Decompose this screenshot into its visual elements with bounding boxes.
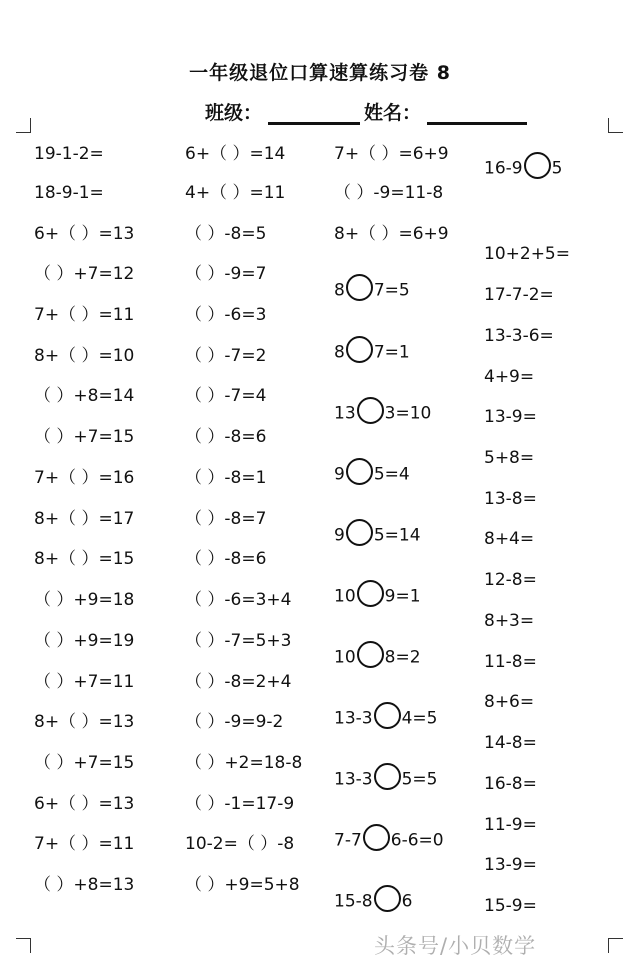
problem-text: 17-7-2= [484,285,554,305]
problem-right-operand: 7=1 [373,342,410,363]
problem-text: 8+4= [484,529,535,549]
problem-text: 19-1-2= [34,144,104,164]
problem-text: （ ）-6=3 [185,305,267,325]
problem-text: （ ）-8=1 [185,468,267,488]
arithmetic-problem [34,753,134,773]
arithmetic-problem [334,144,449,164]
problem-text: （ ）-8=7 [185,509,267,529]
arithmetic-problem [484,692,534,712]
arithmetic-problem [484,570,537,590]
arithmetic-problem [334,403,431,424]
problem-text: （ ）+9=19 [34,631,135,651]
arithmetic-problem [334,586,421,607]
arithmetic-problem [185,264,266,284]
problem-text: （ ）+8=14 [34,386,135,406]
problem-text: （ ）-8=5 [185,224,267,244]
arithmetic-problem [34,144,104,164]
arithmetic-problem [34,834,134,854]
problem-text: 6+（ ）=13 [34,794,135,814]
problem-text: 7+（ ）=11 [34,305,135,325]
arithmetic-problem [185,346,266,366]
corner-mark-top-right [608,118,623,133]
arithmetic-problem [185,875,300,895]
arithmetic-problem [34,509,134,529]
problem-text: 18-9-1= [34,183,104,203]
arithmetic-problem [484,815,537,835]
arithmetic-problem [185,712,283,732]
problem-left-operand: 13 [334,403,356,424]
name-blank[interactable] [427,104,527,125]
arithmetic-problem [185,753,302,773]
problem-left-operand: 9 [334,525,345,546]
problem-text: 13-9= [484,407,537,427]
problem-text: 5+8= [484,448,535,468]
name-label: 姓名： [364,102,422,124]
problem-text: （ ）-7=4 [185,386,267,406]
arithmetic-problem [34,794,134,814]
arithmetic-problem [484,448,534,468]
problem-left-operand: 8 [334,342,345,363]
arithmetic-problem [34,590,134,610]
arithmetic-problem [334,464,410,485]
operator-answer-circle[interactable] [374,702,401,729]
problem-text: 8+（ ）=13 [34,712,135,732]
arithmetic-problem [185,834,294,854]
operator-answer-circle[interactable] [357,580,384,607]
problem-right-operand: 8=2 [384,647,421,668]
problem-text: 8+（ ）=6+9 [334,224,449,244]
arithmetic-problem [334,183,443,203]
problem-text: 8+（ ）=10 [34,346,135,366]
arithmetic-problem [34,264,134,284]
arithmetic-problem [484,489,537,509]
arithmetic-problem [185,794,294,814]
problem-text: 13-8= [484,489,537,509]
problem-text: 8+（ ）=17 [34,509,135,529]
problem-text: 15-9= [484,896,537,916]
problem-text: （ ）+2=18-8 [185,753,303,773]
arithmetic-problem [185,672,291,692]
arithmetic-problem [334,830,444,851]
arithmetic-problem [185,549,266,569]
arithmetic-problem [334,342,410,363]
arithmetic-problem [185,305,266,325]
operator-answer-circle[interactable] [524,152,551,179]
problem-left-operand: 10 [334,647,356,668]
arithmetic-problem [484,367,534,387]
problem-text: 8+3= [484,611,535,631]
arithmetic-problem [334,525,421,546]
arithmetic-problem [484,611,534,631]
problem-text: 10-2=（ ）-8 [185,834,295,854]
arithmetic-problem [484,652,537,672]
arithmetic-problem [185,468,266,488]
corner-mark-top-left [16,118,31,133]
arithmetic-problem [34,305,134,325]
watermark: 头条号/小贝数学 [374,934,537,958]
problem-text: （ ）-8=6 [185,549,267,569]
problem-text: 11-9= [484,815,537,835]
problem-left-operand: 7-7 [334,830,362,851]
arithmetic-problem [34,386,134,406]
problem-text: （ ）+7=15 [34,753,135,773]
arithmetic-problem [34,631,134,651]
problem-text: 7+（ ）=6+9 [334,144,449,164]
arithmetic-problem [185,144,285,164]
problem-text: （ ）+7=15 [34,427,135,447]
arithmetic-problem [334,647,421,668]
problem-right-operand: 3=10 [384,403,432,424]
arithmetic-problem [334,708,437,729]
arithmetic-problem [185,590,291,610]
problem-text: 6+（ ）=13 [34,224,135,244]
operator-answer-circle[interactable] [374,885,401,912]
problem-left-operand: 8 [334,280,345,301]
arithmetic-problem [484,733,537,753]
problem-left-operand: 10 [334,586,356,607]
corner-mark-bottom-right [608,938,623,953]
problem-text: 10+2+5= [484,244,570,264]
problem-text: （ ）-8=6 [185,427,267,447]
arithmetic-problem [34,468,134,488]
arithmetic-problem [484,896,537,916]
arithmetic-problem [34,224,134,244]
arithmetic-problem [185,183,285,203]
problem-text: 11-8= [484,652,537,672]
problem-text: 13-9= [484,855,537,875]
arithmetic-problem [34,427,134,447]
problem-text: （ ）+9=5+8 [185,875,300,895]
operator-answer-circle[interactable] [346,519,373,546]
problem-text: 13-3-6= [484,326,554,346]
arithmetic-problem [185,631,291,651]
problem-right-operand: 5=4 [373,464,410,485]
problem-text: 7+（ ）=11 [34,834,135,854]
problem-text: （ ）+9=18 [34,590,135,610]
operator-answer-circle[interactable] [363,824,390,851]
arithmetic-problem [334,769,437,790]
problem-text: （ ）-6=3+4 [185,590,292,610]
problem-left-operand: 13-3 [334,708,373,729]
operator-answer-circle[interactable] [346,336,373,363]
problem-text: 7+（ ）=16 [34,468,135,488]
arithmetic-problem [484,855,537,875]
problem-right-operand: 5=14 [373,525,421,546]
problem-text: 14-8= [484,733,537,753]
arithmetic-problem [34,712,134,732]
problem-right-operand: 6-6=0 [390,830,444,851]
arithmetic-problem [334,891,412,912]
problem-text: 8+（ ）=15 [34,549,135,569]
problem-right-operand: 5=5 [401,769,438,790]
arithmetic-problem [484,244,570,264]
operator-answer-circle[interactable] [346,458,373,485]
problem-text: （ ）-9=7 [185,264,267,284]
arithmetic-problem [34,346,134,366]
problem-text: 4+9= [484,367,535,387]
operator-answer-circle[interactable] [374,763,401,790]
problem-left-operand: 13-3 [334,769,373,790]
problem-text: 6+（ ）=14 [185,144,286,164]
problem-right-operand: 6 [401,891,413,912]
arithmetic-problem [34,549,134,569]
problem-text: （ ）-7=2 [185,346,267,366]
problem-text: 4+（ ）=11 [185,183,286,203]
operator-answer-circle[interactable] [357,641,384,668]
arithmetic-problem [334,224,449,244]
problem-right-operand: 9=1 [384,586,421,607]
operator-answer-circle[interactable] [357,397,384,424]
problem-text: （ ）-8=2+4 [185,672,292,692]
arithmetic-problem [484,326,554,346]
problem-text: 12-8= [484,570,537,590]
problem-right-operand: 7=5 [373,280,410,301]
problem-right-operand: 5 [551,158,563,179]
arithmetic-problem [484,774,537,794]
problem-text: （ ）+8=13 [34,875,135,895]
problem-text: （ ）-7=5+3 [185,631,292,651]
arithmetic-problem [185,224,266,244]
problem-text: （ ）-9=9-2 [185,712,284,732]
problem-right-operand: 4=5 [401,708,438,729]
arithmetic-problem [185,427,266,447]
problem-text: （ ）+7=12 [34,264,135,284]
class-name-line [205,98,531,125]
arithmetic-problem [334,280,410,301]
arithmetic-problem [484,529,534,549]
problem-text: （ ）-9=11-8 [334,183,444,203]
problem-text: （ ）+7=11 [34,672,135,692]
problem-left-operand: 16-9 [484,158,523,179]
arithmetic-problem [484,285,554,305]
arithmetic-problem [484,158,562,179]
arithmetic-problem [34,875,134,895]
operator-answer-circle[interactable] [346,274,373,301]
problem-text: 8+6= [484,692,535,712]
problem-text: 16-8= [484,774,537,794]
arithmetic-problem [185,386,266,406]
problem-text: （ ）-1=17-9 [185,794,295,814]
arithmetic-problem [484,407,537,427]
problem-left-operand: 15-8 [334,891,373,912]
arithmetic-problem [185,509,266,529]
problem-left-operand: 9 [334,464,345,485]
class-label: 班级： [205,102,263,124]
corner-mark-bottom-left [16,938,31,953]
arithmetic-problem [34,183,104,203]
arithmetic-problem [34,672,134,692]
class-blank[interactable] [268,104,360,125]
worksheet-title: 一年级退位口算速算练习卷 8 [189,62,451,84]
